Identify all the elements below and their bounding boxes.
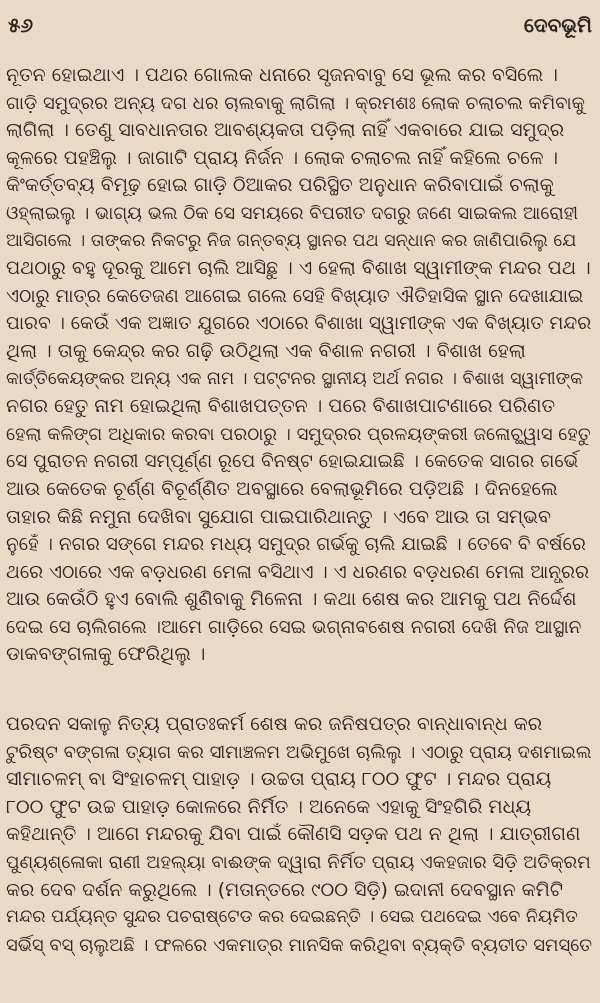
text-line: ସୀମାଚଳମ୍ ବା ସିଂହାଚଳମ୍ ପାହାଡ଼ । ଉଚ୍ଚତା ପ୍ରାୟ ୮୦୦ ଫୁଟ । ମନ୍ଦର ପ୍ରାୟ bbox=[6, 768, 552, 791]
text-line: ଲାଗିଲା । ତେଣୁ ସାବଧାନତାର ଆବଶ୍ୟକତା ପଡ଼ିଲା ନାହିଁ ଏକବାରେ ଯାଇ ସମୁଦ୍ର bbox=[6, 119, 565, 142]
text-line: ନୁହେଁ । ନଗର ସଙ୍ଗେ ମନ୍ଦର ମଧ୍ୟ ସମୁଦ୍ର ଗର୍ଭକୁ ଚାଲି ଯାଇଛି । ତେବେ ବି ବର୍ଷରେ bbox=[6, 534, 586, 556]
page-header bbox=[8, 8, 592, 42]
text-line: କହିଥାନ୍ତି । ଆଗେ ମନ୍ଦରକୁ ଯିବା ପାଇଁ କୌଣସି ସଡ଼କ ପଥ ନ ଥିଲା । ଯାତ୍ରୀଗଣ bbox=[6, 823, 581, 846]
running-title: ଦେବଭୂମି bbox=[523, 13, 592, 37]
text-line: ୮୦୦ ଫୁଟ ଉଚ୍ଚ ପାହାଡ଼ କୋଳରେ ନିର୍ମିତ । ଅନେକେ ଏହାକୁ ସିଂହଗିରି ମଧ୍ୟ bbox=[6, 795, 532, 818]
text-line: ଥରେ ଏଠାରେ ଏକ ବଡ଼ଧରଣ ମେଳା ବସିଥାଏ । ଏ ଧରଣର ବଡ଼ଧରଣ ମେଳା ଆନ୍ଧ୍ରର bbox=[6, 561, 590, 583]
text-line: କୂଳରେ ପହଞ୍ଚିଲୁ । ଜାଗାଟି ପ୍ରାୟ ନିର୍ଜନ । ଲୋକ ଚଲାଚଲ ନାହିଁ କହିଲେ ଚଳେ । bbox=[6, 146, 559, 169]
text-line: ଦେଇ ସେ ଚାଲିଗଲେ ।ଆମେ ଗାଡ଼ିରେ ସେଇ ଭଗ୍ନାବଶେଷ ନଗରୀ ଦେଖି ନିଜ ଆସ୍ଥାନ bbox=[6, 616, 582, 638]
text-line: ଡାକବଙ୍ଗଳାକୁ ଫେରିଥିଲୁ । bbox=[6, 643, 206, 666]
text-line: କର ଦେବ ଦର୍ଶନ କରୁଥିଲେ । (ମତାନ୍ତରେ ୯୦୦ ସିଡ଼ି) ଇଦାନୀ ଦେବସ୍ଥାନ କମିଟି bbox=[6, 878, 564, 901]
text-line: ଓହ୍ଲାଇଲୁ । ଭାଗ୍ୟ ଭଲ ଠିକ ସେ ସମୟରେ ବିପରୀତ ଦଗରୁ ଜଣେ ସାଇକଲ ଆରୋହୀ bbox=[6, 202, 579, 224]
text-line: ଟୁରିଷ୍ଟ ବଙ୍ଗଳା ତ୍ୟାଗ କର ସୀମାଞ୍ଚଳମ ଅଭିମୁଖେ ଚାଲିଲୁ । ଏଠାରୁ ପ୍ରାୟ ଦଶମାଇଲ bbox=[6, 741, 592, 763]
text-line: କିଂକର୍ତ୍ତବ୍ୟ ବିମୂଢ଼ ହୋଇ ଗାଡ଼ି ଠିଆକର ପରିସ୍ଥିତ ଅନୁଧାନ କରିବାପାଇଁ ଚଲାକୁ bbox=[6, 174, 554, 197]
text-line: ଆଉ କେତେକ ଚୂର୍ଣ୍ଣ ବିଚୂର୍ଣ୍ଣିତ ଅବସ୍ଥାରେ ବେଲାଭୂମିରେ ପଡ଼ିଅଛି । ଦିନହେଲେ bbox=[6, 477, 558, 500]
text-line: ପଥଠାରୁ ବହୁ ଦୂରକୁ ଆମେ ଚାଲି ଆସିଛୁ । ଏ ହେଲା ବିଶାଖ ସ୍ୱାମୀଙ୍କ ମନ୍ଦର ପଥ । bbox=[6, 257, 591, 280]
text-line: ନଗର ହେତୁ ନାମ ହୋଇଥିଲା ବିଶାଖପତ୍ତନ । ପରେ ବିଶାଖପାଟଣାରେ ପରିଣତ bbox=[6, 395, 556, 418]
text-line: ଏଠାରୁ ମାତ୍ର କେତେଜଣ ଆଗେଇ ଗଲେ ସେହି ବିଖ୍ୟାତ ଐତିହାସିକ ସ୍ଥାନ ଦେଖାଯାଇ bbox=[6, 285, 584, 307]
page-body bbox=[6, 62, 592, 959]
page-number: ୫୬ bbox=[8, 13, 34, 37]
text-line: ନୂତନ ହୋଇଥାଏ । ପଥର ଗୋଲକ ଧନାରେ ସୃଜନବାବୁ ସେ ଭୂଲ କର ବସିଲେ । bbox=[6, 64, 558, 86]
text-line: ପରଦନ ସକାଳୁ ନିତ୍ୟ ପ୍ରାତଃକର୍ମ ଶେଷ କର ଜନିଷପତ୍ର ବାନ୍ଧାବାନ୍ଧ କର bbox=[6, 713, 543, 736]
text-line: ସର୍ଭିସ୍ ବସ୍ ଚାଲୁଅଛି । ଫଳରେ ଏକମାତ୍ର ମାନସିକ କରିଥିବା ବ୍ୟକ୍ତି ବ୍ୟତୀତ ସମସ୍ତେ bbox=[6, 934, 592, 956]
text-line: ହେଲା କଳିଙ୍ଗ ଅଧିକାର କରବା ପରଠାରୁ । ସମୁଦ୍ରର ପ୍ରଳୟଙ୍କରୀ ଜଳୋଚ୍ଛ୍ୱାସ ହେତୁ bbox=[6, 423, 591, 445]
paragraph-1 bbox=[6, 62, 592, 669]
text-line: ପାରବ । କେଉଁ ଏକ ଅଜ୍ଞାତ ଯୁଗରେ ଏଠାରେ ବିଶାଖା ସ୍ୱାମୀଙ୍କ ଏକ ବିଖ୍ୟାତ ମନ୍ଦର bbox=[6, 313, 592, 335]
text-line: ମନ୍ଦର ପର୍ଯ୍ୟନ୍ତ ସୁନ୍ଦର ପଚରାଷ୍ଟେଡ କର ଦେଇଛନ୍ତି । ସେଇ ପଥଦେଇ ଏବେ ନିୟମିତ bbox=[6, 907, 578, 928]
text-line: ଗାଡ଼ି ସମୁଦ୍ରର ଅନ୍ୟ ଦଗ ଧର ଚାଲବାକୁ ଲାଗିଲା । କ୍ରମଶଃ ଲୋକ ଚଲାଚଲ କମିବାକୁ bbox=[6, 92, 585, 114]
paragraph-2 bbox=[6, 711, 592, 959]
text-line: ଆଉ କେଉଁଠି ହୁଏ ବୋଲି ଶୁଣିବାକୁ ମିଳେନା । କଥା ଶେଷ କର ଆମକୁ ପଥ ନିର୍ଦ୍ଦେଶ bbox=[6, 588, 577, 611]
paragraph-gap bbox=[6, 669, 592, 711]
text-line: ପୁଣ୍ୟଶ୍ଳୋକା ରାଣୀ ଅହଲ୍ୟା ବାଈଙ୍କ ଦ୍ୱାରା ନିର୍ମିତ ପ୍ରାୟ ଏକହଜାର ସିଡ଼ି ଅତିକ୍ରମ bbox=[6, 852, 591, 874]
text-line: ସେ ପୁରାତନ ନଗରୀ ସମ୍ପୂର୍ଣ୍ଣ ରୂପେ ବିନଷ୍ଟ ହୋଇଯାଇଛି । କେତେକ ସାଗର ଗର୍ଭେ bbox=[6, 451, 579, 473]
text-line: ତାହାର କିଛି ନମୁନା ଦେଖିବା ସୁଯୋଗ ପାଇପାରିଥାନ୍ତୁ । ଏବେ ଆଉ ତା ସମ୍ଭବ bbox=[6, 505, 551, 528]
text-line: ଥିଲା । ତାକୁ କେନ୍ଦ୍ର କର ଗଢ଼ି ଉଠିଥିଲା ଏକ ବିଶାଳ ନଗରୀ । ବିଶାଖ ହେଲା bbox=[6, 339, 526, 362]
text-line: ଆସିଗଲେ । ତାଙ୍କର ନିକଟରୁ ନିଜ ଗନ୍ତବ୍ୟ ସ୍ଥାନର ପଥ ସନ୍ଧାନ କର ଜାଣିପାରିଲୁ ଯେ bbox=[6, 230, 577, 251]
text-line: କାର୍ତ୍ତିକେୟଙ୍କର ଅନ୍ୟ ଏକ ନାମ । ପଟ୍ଟନର ସ୍ଥାନୀୟ ଅର୍ଥ ନଗର । ବିଶାଖ ସ୍ୱାମୀଙ୍କ bbox=[6, 368, 584, 389]
